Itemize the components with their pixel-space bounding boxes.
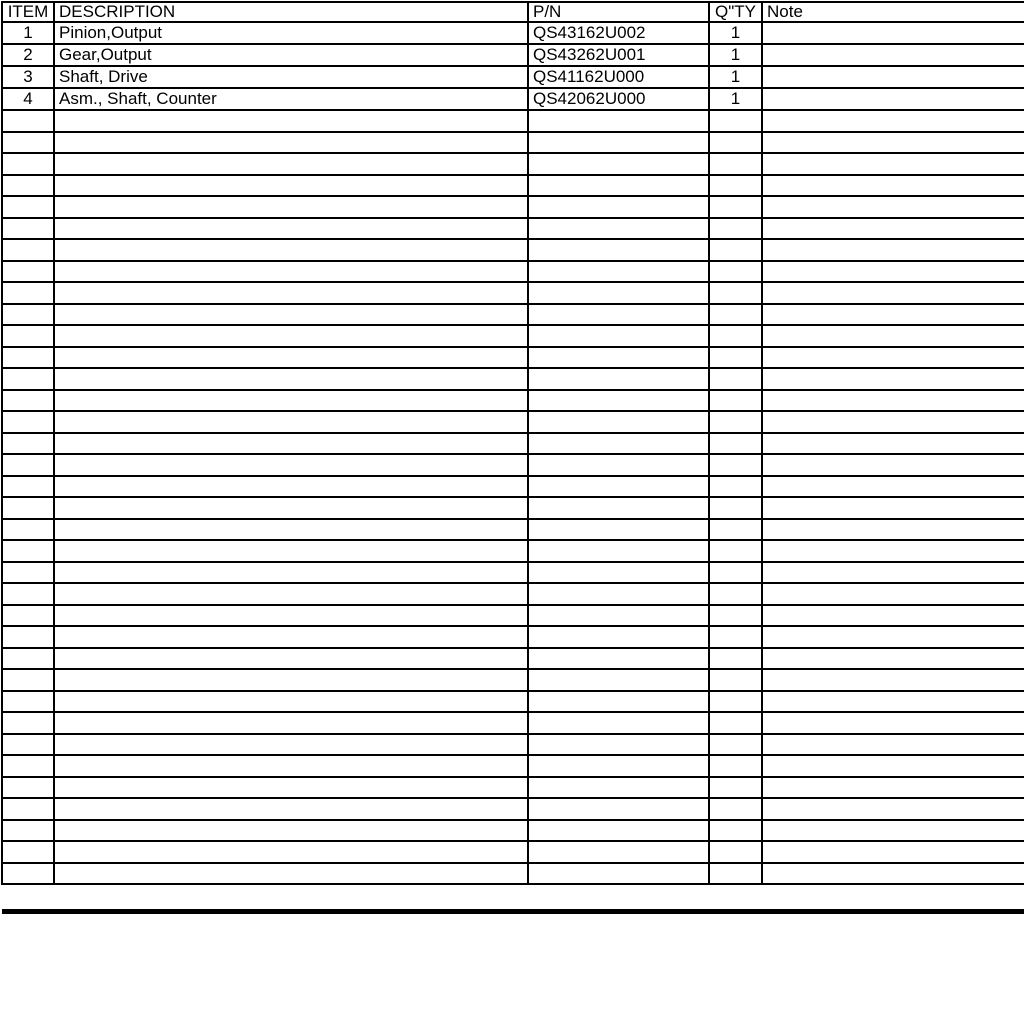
cell-item xyxy=(2,261,54,283)
cell-item xyxy=(2,798,54,820)
cell-qty xyxy=(709,519,762,541)
cell-description xyxy=(54,691,528,713)
cell-pn xyxy=(528,304,709,326)
cell-note xyxy=(762,648,1024,670)
cell-description xyxy=(54,863,528,885)
bottom-rule-divider xyxy=(2,909,1024,914)
cell-note xyxy=(762,44,1024,66)
cell-pn xyxy=(528,153,709,175)
cell-item xyxy=(2,433,54,455)
cell-description xyxy=(54,261,528,283)
cell-item: 1 xyxy=(2,22,54,44)
cell-note xyxy=(762,110,1024,132)
cell-qty xyxy=(709,132,762,154)
cell-pn xyxy=(528,347,709,369)
cell-qty xyxy=(709,347,762,369)
table-row-empty xyxy=(2,411,1024,433)
table-row xyxy=(2,66,1024,88)
cell-note xyxy=(762,433,1024,455)
cell-description: Gear,Output xyxy=(54,44,528,66)
cell-pn xyxy=(528,476,709,498)
column-header-note: Note xyxy=(762,2,1024,22)
cell-item: 3 xyxy=(2,66,54,88)
cell-description xyxy=(54,519,528,541)
cell-item xyxy=(2,820,54,842)
cell-note xyxy=(762,132,1024,154)
cell-item xyxy=(2,540,54,562)
cell-pn: QS43262U001 xyxy=(528,44,709,66)
cell-item xyxy=(2,175,54,197)
cell-qty xyxy=(709,239,762,261)
cell-description: Asm., Shaft, Counter xyxy=(54,88,528,110)
table-row-empty xyxy=(2,691,1024,713)
cell-qty xyxy=(709,454,762,476)
cell-description xyxy=(54,239,528,261)
cell-note xyxy=(762,196,1024,218)
cell-note xyxy=(762,261,1024,283)
cell-note xyxy=(762,669,1024,691)
cell-qty xyxy=(709,218,762,240)
cell-note xyxy=(762,626,1024,648)
cell-qty xyxy=(709,798,762,820)
cell-pn xyxy=(528,669,709,691)
cell-description xyxy=(54,820,528,842)
cell-description xyxy=(54,196,528,218)
cell-pn xyxy=(528,605,709,627)
cell-qty xyxy=(709,820,762,842)
table-row-empty xyxy=(2,239,1024,261)
cell-pn xyxy=(528,583,709,605)
table-row-empty xyxy=(2,777,1024,799)
cell-description xyxy=(54,562,528,584)
cell-note xyxy=(762,841,1024,863)
parts-table xyxy=(1,1,1024,885)
cell-item xyxy=(2,390,54,412)
table-row-empty xyxy=(2,712,1024,734)
cell-description xyxy=(54,626,528,648)
cell-item xyxy=(2,648,54,670)
cell-qty xyxy=(709,648,762,670)
cell-qty xyxy=(709,755,762,777)
table-row-empty xyxy=(2,562,1024,584)
cell-item xyxy=(2,218,54,240)
cell-note xyxy=(762,497,1024,519)
cell-pn xyxy=(528,755,709,777)
cell-pn xyxy=(528,110,709,132)
cell-pn xyxy=(528,454,709,476)
table-row-empty xyxy=(2,476,1024,498)
cell-item xyxy=(2,734,54,756)
table-row-empty xyxy=(2,540,1024,562)
cell-description xyxy=(54,110,528,132)
cell-note xyxy=(762,304,1024,326)
cell-description xyxy=(54,347,528,369)
cell-qty xyxy=(709,712,762,734)
cell-note xyxy=(762,562,1024,584)
cell-description xyxy=(54,411,528,433)
cell-pn xyxy=(528,519,709,541)
cell-description xyxy=(54,540,528,562)
table-row-empty xyxy=(2,583,1024,605)
table-row-empty xyxy=(2,153,1024,175)
cell-description xyxy=(54,132,528,154)
table-body xyxy=(2,22,1024,884)
cell-item: 4 xyxy=(2,88,54,110)
cell-pn xyxy=(528,777,709,799)
cell-qty xyxy=(709,282,762,304)
cell-pn xyxy=(528,433,709,455)
cell-qty: 1 xyxy=(709,44,762,66)
cell-item xyxy=(2,347,54,369)
cell-pn xyxy=(528,841,709,863)
table-row-empty xyxy=(2,390,1024,412)
cell-qty xyxy=(709,196,762,218)
cell-pn xyxy=(528,282,709,304)
cell-qty xyxy=(709,626,762,648)
cell-description xyxy=(54,648,528,670)
cell-description xyxy=(54,841,528,863)
cell-note xyxy=(762,218,1024,240)
cell-qty xyxy=(709,497,762,519)
table-row-empty xyxy=(2,261,1024,283)
cell-note xyxy=(762,282,1024,304)
cell-qty xyxy=(709,261,762,283)
cell-description: Shaft, Drive xyxy=(54,66,528,88)
cell-description xyxy=(54,476,528,498)
cell-qty xyxy=(709,153,762,175)
cell-note xyxy=(762,734,1024,756)
table-row-empty xyxy=(2,863,1024,885)
cell-qty xyxy=(709,175,762,197)
cell-pn xyxy=(528,798,709,820)
cell-description xyxy=(54,777,528,799)
cell-note xyxy=(762,411,1024,433)
cell-item xyxy=(2,755,54,777)
cell-pn xyxy=(528,261,709,283)
table-row-empty xyxy=(2,282,1024,304)
cell-note xyxy=(762,691,1024,713)
cell-pn xyxy=(528,411,709,433)
cell-item xyxy=(2,583,54,605)
cell-note xyxy=(762,66,1024,88)
cell-item xyxy=(2,562,54,584)
cell-qty: 1 xyxy=(709,22,762,44)
cell-qty xyxy=(709,562,762,584)
table-header-row xyxy=(2,2,1024,22)
table-row-empty xyxy=(2,798,1024,820)
cell-note xyxy=(762,519,1024,541)
cell-pn xyxy=(528,239,709,261)
table-row-empty xyxy=(2,626,1024,648)
column-header-pn: P/N xyxy=(528,2,709,22)
cell-pn xyxy=(528,175,709,197)
cell-item xyxy=(2,841,54,863)
cell-description xyxy=(54,433,528,455)
cell-qty xyxy=(709,583,762,605)
cell-item xyxy=(2,304,54,326)
cell-description xyxy=(54,755,528,777)
cell-note xyxy=(762,153,1024,175)
cell-description xyxy=(54,153,528,175)
cell-item xyxy=(2,368,54,390)
cell-item xyxy=(2,669,54,691)
cell-pn xyxy=(528,540,709,562)
cell-qty xyxy=(709,734,762,756)
cell-note xyxy=(762,368,1024,390)
cell-item xyxy=(2,497,54,519)
cell-note xyxy=(762,22,1024,44)
cell-description xyxy=(54,734,528,756)
cell-item xyxy=(2,605,54,627)
table-row-empty xyxy=(2,648,1024,670)
table-row xyxy=(2,44,1024,66)
cell-item xyxy=(2,282,54,304)
table-row-empty xyxy=(2,304,1024,326)
cell-pn xyxy=(528,218,709,240)
cell-pn xyxy=(528,648,709,670)
cell-pn xyxy=(528,132,709,154)
table-row-empty xyxy=(2,110,1024,132)
cell-qty xyxy=(709,669,762,691)
column-header-item: ITEM xyxy=(2,2,54,22)
cell-description xyxy=(54,304,528,326)
cell-note xyxy=(762,390,1024,412)
cell-description xyxy=(54,798,528,820)
cell-qty: 1 xyxy=(709,88,762,110)
cell-item: 2 xyxy=(2,44,54,66)
cell-description xyxy=(54,583,528,605)
cell-pn xyxy=(528,712,709,734)
cell-qty xyxy=(709,540,762,562)
table-row xyxy=(2,22,1024,44)
column-header-description: DESCRIPTION xyxy=(54,2,528,22)
cell-note xyxy=(762,820,1024,842)
cell-qty xyxy=(709,390,762,412)
cell-description xyxy=(54,454,528,476)
cell-item xyxy=(2,411,54,433)
cell-qty xyxy=(709,863,762,885)
cell-description: Pinion,Output xyxy=(54,22,528,44)
cell-qty xyxy=(709,476,762,498)
cell-pn xyxy=(528,368,709,390)
cell-note xyxy=(762,540,1024,562)
cell-item xyxy=(2,132,54,154)
table-row-empty xyxy=(2,820,1024,842)
cell-item xyxy=(2,777,54,799)
table-row-empty xyxy=(2,841,1024,863)
cell-item xyxy=(2,325,54,347)
cell-pn xyxy=(528,691,709,713)
cell-pn: QS42062U000 xyxy=(528,88,709,110)
cell-qty xyxy=(709,605,762,627)
cell-qty xyxy=(709,368,762,390)
cell-item xyxy=(2,239,54,261)
cell-note xyxy=(762,347,1024,369)
table-row-empty xyxy=(2,605,1024,627)
cell-qty xyxy=(709,691,762,713)
cell-note xyxy=(762,583,1024,605)
table-row-empty xyxy=(2,669,1024,691)
cell-description xyxy=(54,605,528,627)
cell-item xyxy=(2,691,54,713)
cell-item xyxy=(2,863,54,885)
cell-note xyxy=(762,175,1024,197)
cell-pn xyxy=(528,863,709,885)
cell-qty xyxy=(709,304,762,326)
cell-note xyxy=(762,454,1024,476)
cell-note xyxy=(762,476,1024,498)
cell-description xyxy=(54,669,528,691)
cell-item xyxy=(2,153,54,175)
cell-pn: QS41162U000 xyxy=(528,66,709,88)
cell-note xyxy=(762,755,1024,777)
cell-item xyxy=(2,476,54,498)
cell-note xyxy=(762,777,1024,799)
cell-note xyxy=(762,712,1024,734)
cell-note xyxy=(762,239,1024,261)
cell-pn xyxy=(528,626,709,648)
cell-pn: QS43162U002 xyxy=(528,22,709,44)
table-row-empty xyxy=(2,218,1024,240)
cell-qty xyxy=(709,110,762,132)
table-row-empty xyxy=(2,325,1024,347)
cell-item xyxy=(2,196,54,218)
cell-note xyxy=(762,863,1024,885)
table-row-empty xyxy=(2,519,1024,541)
cell-description xyxy=(54,175,528,197)
cell-qty xyxy=(709,325,762,347)
cell-pn xyxy=(528,820,709,842)
cell-qty xyxy=(709,841,762,863)
column-header-qty: Q"TY xyxy=(709,2,762,22)
table-row-empty xyxy=(2,433,1024,455)
cell-description xyxy=(54,325,528,347)
cell-description xyxy=(54,497,528,519)
table-row-empty xyxy=(2,175,1024,197)
table-row-empty xyxy=(2,347,1024,369)
table-row-empty xyxy=(2,497,1024,519)
cell-item xyxy=(2,454,54,476)
cell-note xyxy=(762,798,1024,820)
cell-pn xyxy=(528,390,709,412)
table-row-empty xyxy=(2,132,1024,154)
cell-qty xyxy=(709,777,762,799)
cell-pn xyxy=(528,325,709,347)
cell-note xyxy=(762,605,1024,627)
cell-pn xyxy=(528,562,709,584)
cell-qty: 1 xyxy=(709,66,762,88)
table-row-empty xyxy=(2,196,1024,218)
table-row-empty xyxy=(2,368,1024,390)
cell-description xyxy=(54,390,528,412)
cell-qty xyxy=(709,411,762,433)
table-row-empty xyxy=(2,454,1024,476)
cell-note xyxy=(762,88,1024,110)
cell-description xyxy=(54,712,528,734)
table-row-empty xyxy=(2,755,1024,777)
cell-pn xyxy=(528,734,709,756)
cell-description xyxy=(54,282,528,304)
cell-note xyxy=(762,325,1024,347)
table-row-empty xyxy=(2,734,1024,756)
cell-item xyxy=(2,712,54,734)
cell-item xyxy=(2,519,54,541)
cell-item xyxy=(2,110,54,132)
cell-description xyxy=(54,218,528,240)
cell-pn xyxy=(528,196,709,218)
table-row xyxy=(2,88,1024,110)
cell-item xyxy=(2,626,54,648)
cell-qty xyxy=(709,433,762,455)
cell-pn xyxy=(528,497,709,519)
cell-description xyxy=(54,368,528,390)
